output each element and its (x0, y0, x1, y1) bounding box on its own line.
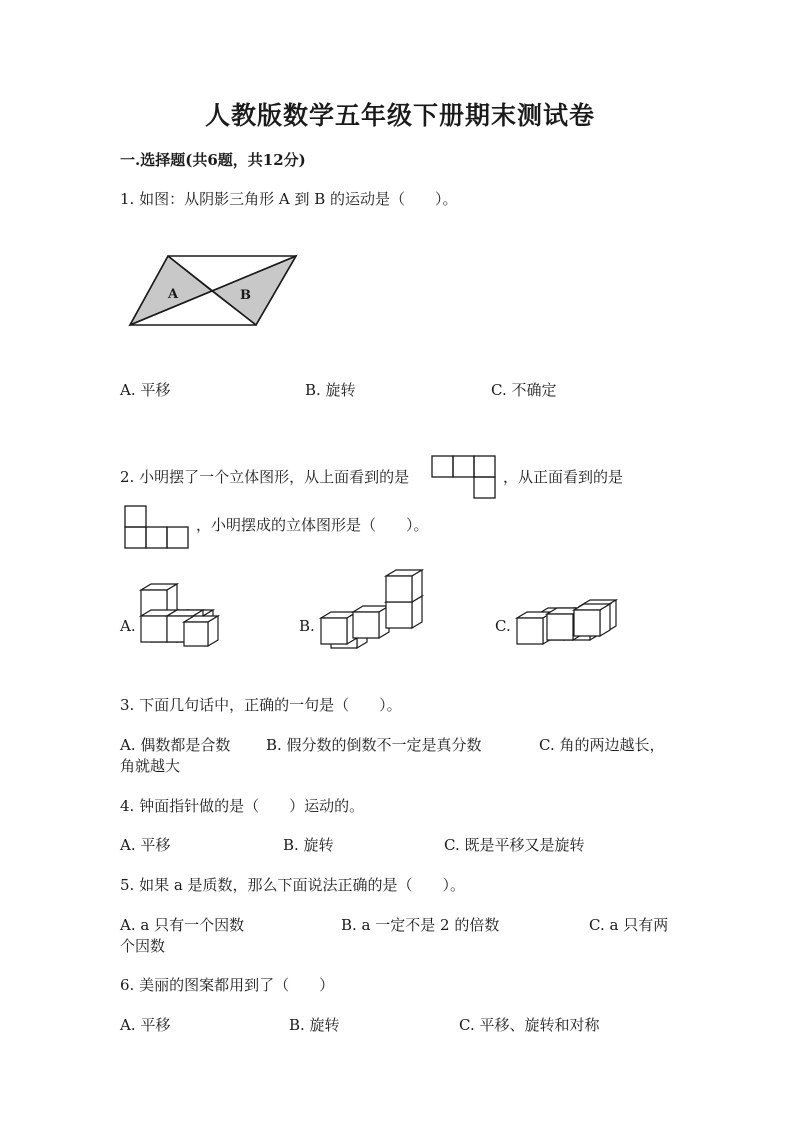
option-b-solid-figure[interactable] (318, 572, 428, 658)
triangle-label-a: A (168, 287, 179, 302)
triangle-label-b: B (240, 288, 251, 303)
question-6-stem: 6. 美丽的图案都用到了（ ） (120, 976, 335, 994)
front-view-figure (124, 505, 190, 550)
q1-option-a[interactable]: A. 平移 (120, 381, 171, 399)
question-2-stem-part2: ，从正面看到的是 (503, 468, 624, 486)
q6-option-b[interactable]: B. 旋转 (289, 1016, 340, 1034)
shaded-triangle-b (212, 256, 296, 325)
unit-cube (574, 604, 610, 636)
q6-option-c[interactable]: C. 平移、旋转和对称 (459, 1016, 600, 1034)
option-a-solid-figure[interactable] (138, 578, 238, 658)
question-2-stem-part1: 2. 小明摆了一个立体图形，从上面看到的是 (120, 468, 410, 486)
q3-option-b[interactable]: B. 假分数的倒数不一定是真分数 (266, 736, 482, 754)
question-3-stem: 3. 下面几句话中，正确的一句是（ ）。 (120, 696, 402, 714)
q3-option-c[interactable]: C. 角的两边越长， (539, 736, 665, 754)
unit-cube (386, 570, 422, 602)
q4-option-a[interactable]: A. 平移 (120, 836, 171, 854)
q1-option-c[interactable]: C. 不确定 (491, 381, 557, 399)
question-2-stem-part3: ，小明摆成的立体图形是（ ）。 (196, 516, 429, 534)
q5-option-a[interactable]: A. a 只有一个因数 (120, 916, 245, 934)
q2-option-a-label[interactable]: A. (120, 617, 136, 635)
q3-option-a[interactable]: A. 偶数都是合数 (120, 736, 231, 754)
option-c-solid-figure[interactable] (514, 596, 624, 656)
q4-option-b[interactable]: B. 旋转 (283, 836, 334, 854)
q4-option-c[interactable]: C. 既是平移又是旋转 (444, 836, 585, 854)
unit-cube (353, 606, 389, 638)
top-view-figure (431, 455, 497, 500)
question-1-stem: 1. 如图：从阴影三角形 A 到 B 的运动是（ ）。 (120, 190, 458, 208)
page-title: 人教版数学五年级下册期末测试卷 (204, 101, 595, 130)
q6-option-a[interactable]: A. 平移 (120, 1016, 171, 1034)
unit-cube (321, 612, 357, 644)
parallelogram-figure (125, 252, 305, 332)
question-4-stem: 4. 钟面指针做的是（ ）运动的。 (120, 797, 365, 815)
q2-option-c-label[interactable]: C. (495, 617, 511, 635)
question-5-stem: 5. 如果 a 是质数，那么下面说法正确的是（ ）。 (120, 876, 466, 894)
q3-option-c-continued[interactable]: 角就越大 (120, 757, 181, 775)
q5-option-c[interactable]: C. a 只有两 (589, 916, 669, 934)
q5-option-b[interactable]: B. a 一定不是 2 的倍数 (341, 916, 500, 934)
q1-option-b[interactable]: B. 旋转 (305, 381, 356, 399)
q2-option-b-label[interactable]: B. (299, 617, 315, 635)
section-heading: 一.选择题(共6题，共12分) (120, 151, 306, 169)
unit-cube (184, 616, 218, 646)
q5-option-c-continued[interactable]: 个因数 (120, 937, 166, 955)
